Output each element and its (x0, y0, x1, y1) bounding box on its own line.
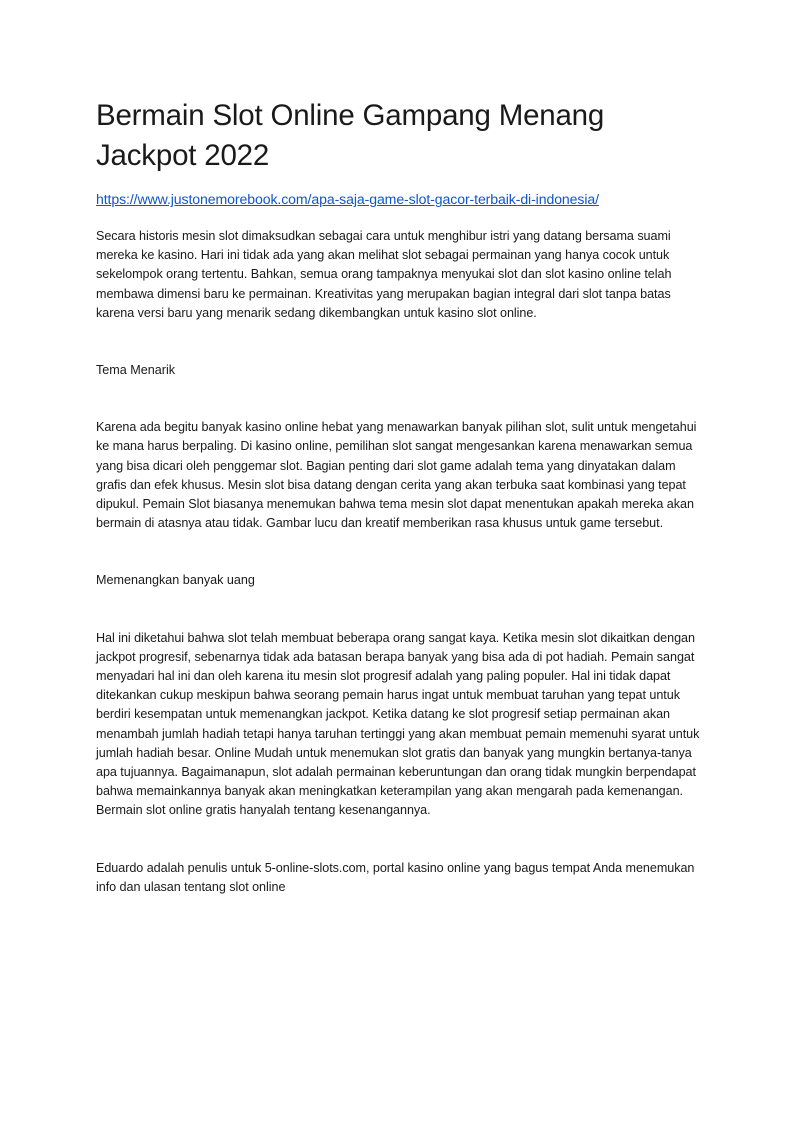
document-page (96, 96, 702, 897)
section-heading-tema-menarik: Tema Menarik (96, 363, 176, 378)
article-link[interactable]: https://www.justonemorebook.com/apa-saja-game-slot-gacor-terbaik-di-indonesia/ (96, 191, 599, 207)
section-body-memenangkan: Hal ini diketahui bahwa slot telah membuat beberapa orang sangat kaya. Ketika mesin slot dikaitkan dengan jackpot progresif, sebenarnya tidak ada batasan berapa banyak yang bisa ada di pot hadiah. Pemain sangat menyadari hal ini dan oleh karena itu mesin slot progresif adalah yang paling populer. Hal ini tidak dapat ditekankan cukup meskipun bahwa seorang pemain harus ingat untuk membuat taruhan yang tepat untuk berdiri kesempatan untuk memenangkan jackpot. Ketika datang ke slot progresif setiap permainan akan menambah jumlah hadiah tetapi hanya taruhan tertinggi yang akan membuat pemain memenuhi syarat untuk jumlah hadiah besar. Online Mudah untuk menemukan slot gratis dan banyak yang mungkin bertanya-tanya apa tujuannya. Bagaimanapun, slot adalah permainan keberuntungan dan orang tidak mungkin berpendapat bahwa memainkannya banyak akan meningkatkan keterampilan yang akan mengarah pada kemenangan. Bermain slot online gratis hanyalah tentang kesenangannya. (96, 630, 700, 818)
document-title: Bermain Slot Online Gampang Menang Jackpot 2022 (96, 99, 605, 172)
author-footer: Eduardo adalah penulis untuk 5-online-slots.com, portal kasino online yang bagus tempat Anda menemukan info dan ulasan tentang slot online (96, 860, 695, 894)
section-heading-memenangkan: Memenangkan banyak uang (96, 573, 255, 588)
section-body-tema-menarik: Karena ada begitu banyak kasino online hebat yang menawarkan banyak pilihan slot, sulit untuk mengetahui ke mana harus berpaling. Di kasino online, pemilihan slot sangat mengesankan karena menawarkan semua yang bisa dicari oleh penggemar slot. Bagian penting dari slot game adalah tema yang dinyatakan dalam grafis dan efek khusus. Mesin slot bisa datang dengan cerita yang akan terbuka saat kombinasi yang tepat dipukul. Pemain Slot biasanya menemukan bahwa tema mesin slot dapat menentukan apakah mereka akan bermain di atasnya atau tidak. Gambar lucu dan kreatif memberikan rasa khusus untuk game tersebut. (96, 420, 697, 531)
intro-paragraph: Secara historis mesin slot dimaksudkan sebagai cara untuk menghibur istri yang datang bersama suami mereka ke kasino. Hari ini tidak ada yang akan melihat slot sebagai permainan yang hanya cocok untuk sekelompok orang tertentu. Bahkan, semua orang tampaknya menyukai slot dan slot kasino online telah membawa dimensi baru ke permainan. Kreativitas yang merupakan bagian integral dari slot tanpa batas karena versi baru yang menarik sedang dikembangkan untuk kasino slot online. (96, 229, 672, 320)
